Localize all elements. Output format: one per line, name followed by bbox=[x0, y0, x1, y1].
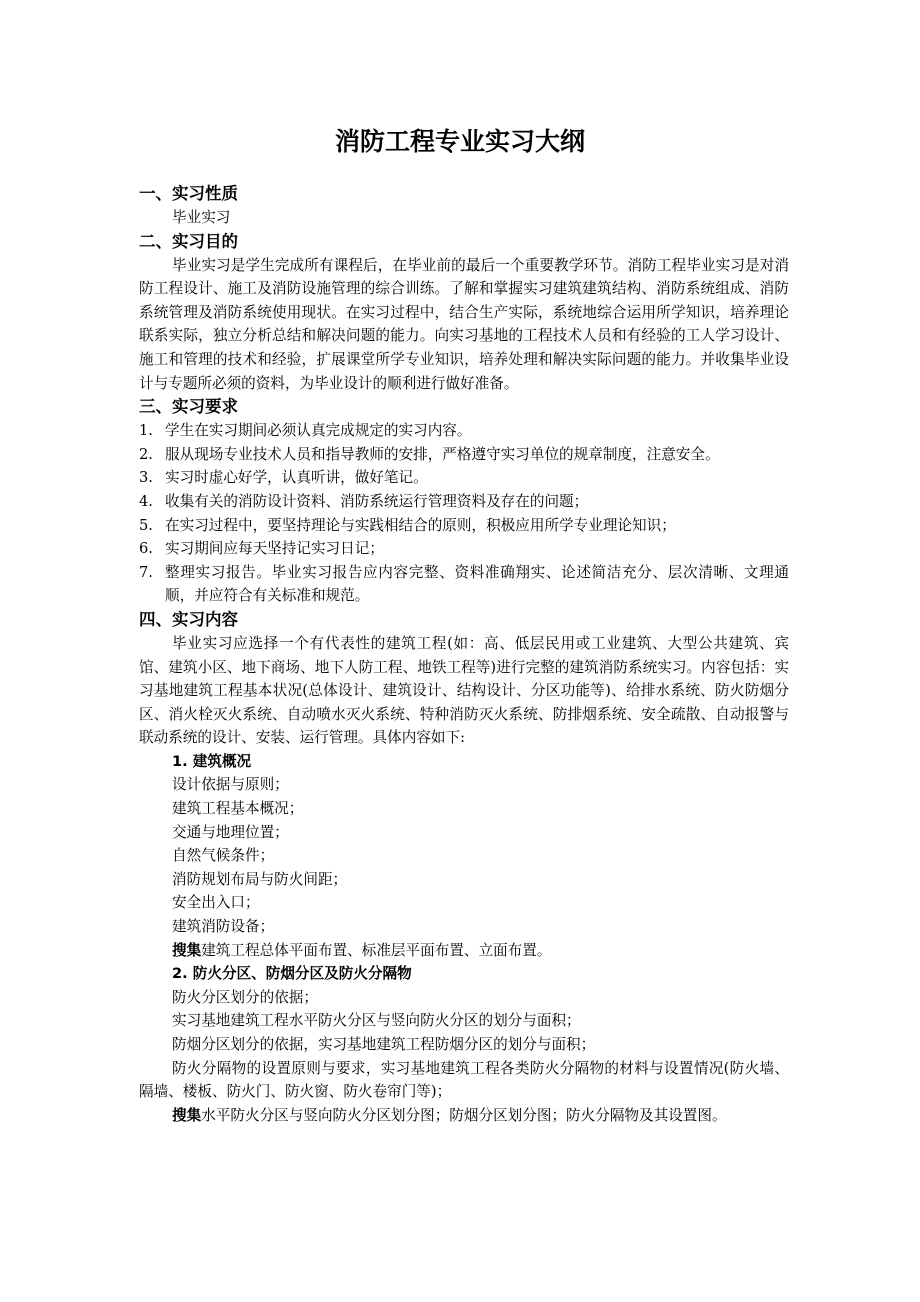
list-item: 设计依据与原则； bbox=[172, 776, 289, 794]
section-heading-content: 四、实习内容 bbox=[139, 609, 238, 629]
collect-line-building: 搜集建筑工程总体平面布置、标准层平面布置、立面布置。 bbox=[172, 941, 552, 959]
section-text-purpose: 毕业实习是学生完成所有课程后，在毕业前的最后一个重要教学环节。消防工程毕业实习是对消防工程设计、施工及消防设施管理的综合训练。了解和掌握实习建筑建筑结构、消防系统组成、消防系统管理及消防系统使用现状。在实习过程中，结合生产实际，系统地综合运用所学知识，培养理论联系实际，独立分析总结和解决问题的能力。向实习基地的工程技术人员和有经验的工人学习设计、施工和管理的技术和经验，扩展课堂所学专业知识，培养处理和解决实际问题的能力。并收集毕业设计与专题所必须的资料，为毕业设计的顺利进行做好准备。 bbox=[139, 256, 789, 392]
section-heading-nature: 一、实习性质 bbox=[139, 184, 238, 203]
page-title: 消防工程专业实习大纲 bbox=[334, 127, 585, 156]
list-item: 实习基地建筑工程水平防火分区与竖向防火分区的划分与面积； bbox=[172, 1012, 581, 1030]
list-item: 防火分区划分的依据； bbox=[172, 988, 318, 1006]
list-item: 安全出入口； bbox=[172, 894, 260, 912]
list-item: 自然气候条件； bbox=[172, 847, 275, 865]
list-item: 交通与地理位置； bbox=[172, 823, 289, 841]
list-item: 2. 服从现场专业技术人员和指导教师的安排，严格遵守实习单位的规章制度，注意安全。 bbox=[139, 445, 720, 463]
list-item: 6. 实习期间应每天坚持记实习日记； bbox=[139, 540, 384, 558]
list-item: 4. 收集有关的消防设计资料、消防系统运行管理资料及存在的问题； bbox=[139, 492, 589, 510]
list-item: 1. 学生在实习期间必须认真完成规定的实习内容。 bbox=[139, 422, 472, 440]
list-item: 防烟分区划分的依据，实习基地建筑工程防烟分区的划分与面积； bbox=[172, 1036, 596, 1053]
list-item: 5. 在实习过程中，要坚持理论与实践相结合的原则，积极应用所学专业理论知识； bbox=[139, 516, 676, 534]
subsection-heading-building: 1. 建筑概况 bbox=[172, 752, 252, 770]
list-item: 建筑工程基本概况； bbox=[172, 800, 304, 818]
section-text-nature: 毕业实习 bbox=[172, 209, 231, 226]
paragraph-fire-separators: 防火分隔物的设置原则与要求，实习基地建筑工程各类防火分隔物的材料与设置情况(防火墙、隔墙、楼板、防火门、防火窗、防火卷帘门等)； bbox=[139, 1059, 789, 1101]
list-item: 7. 整理实习报告。毕业实习报告应内容完整、资料准确翔实、论述简洁充分、层次清晰、文理通顺，并应符合有关标准和规范。 bbox=[139, 563, 789, 605]
list-item: 3. 实习时虚心好学，认真听讲，做好笔记。 bbox=[139, 469, 428, 487]
collect-line-fire-zones: 搜集水平防火分区与竖向防火分区划分图；防烟分区划分图；防火分隔物及其设置图。 bbox=[172, 1106, 727, 1124]
list-item: 消防规划布局与防火间距； bbox=[172, 870, 348, 888]
document-body bbox=[139, 182, 789, 1127]
section-heading-requirements: 三、实习要求 bbox=[139, 397, 238, 417]
requirements-list bbox=[139, 419, 789, 608]
subsection-heading-fire-zones: 2. 防火分区、防烟分区及防火分隔物 bbox=[172, 965, 412, 983]
section-text-content-intro: 毕业实习应选择一个有代表性的建筑工程(如：高、低层民用或工业建筑、大型公共建筑、宾馆、建筑小区、地下商场、地下人防工程、地铁工程等)进行完整的建筑消防系统实习。内容包括：实习基地建筑工程基本状况(总体设计、建筑设计、结构设计、分区功能等)、给排水系统、防火防烟分区、消火栓灭火系统、自动喷水灭火系统、特种消防灭火系统、防排烟系统、安全疏散、自动报警与联动系统的设计、安装、运行管理。具体内容如下: bbox=[139, 634, 789, 747]
list-item: 建筑消防设备； bbox=[172, 918, 275, 936]
section-heading-purpose: 二、实习目的 bbox=[139, 231, 238, 251]
